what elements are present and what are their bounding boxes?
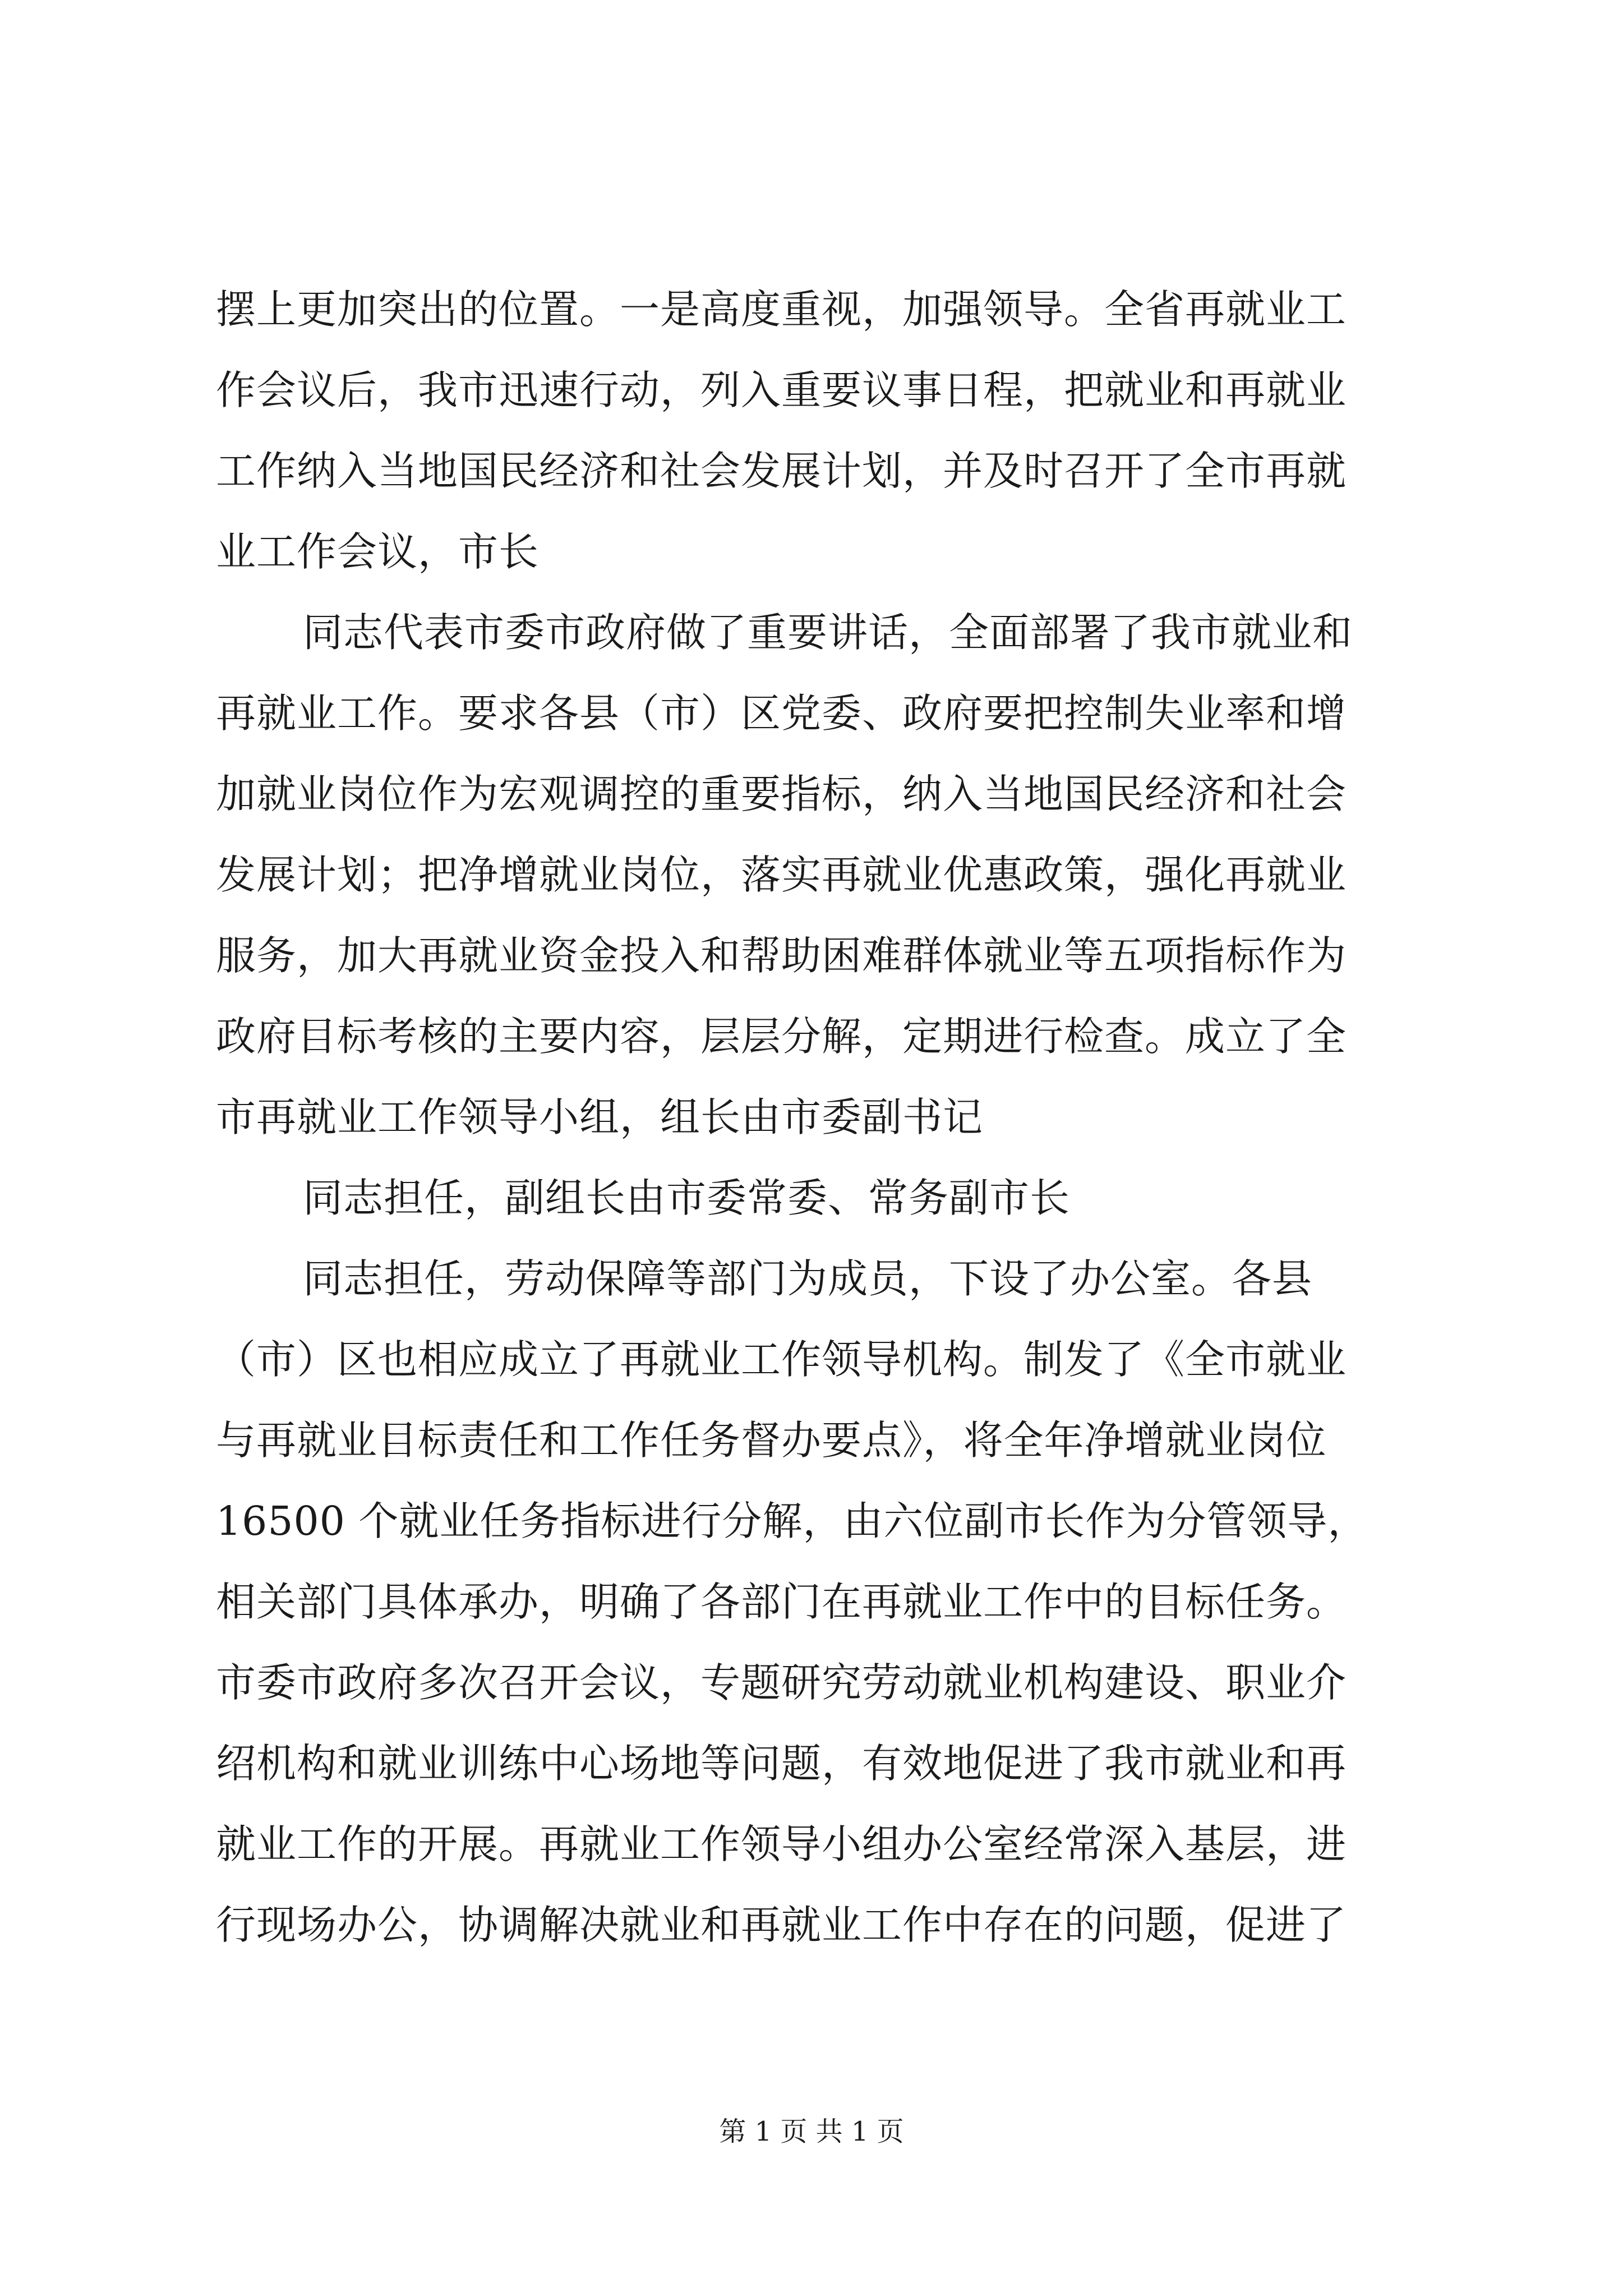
text-line: 16500 个就业任务指标进行分解，由六位副市长作为分管领导， — [216, 1498, 1368, 1544]
text-line: 政府目标考核的主要内容，层层分解，定期进行检查。成立了全 — [216, 1013, 1347, 1060]
text-line: 同志担任，劳动保障等部门为成员，下设了办公室。各县 — [303, 1255, 1313, 1302]
text-line: 业工作会议，市长 — [216, 528, 540, 575]
text-line: 市委市政府多次召开会议，专题研究劳动就业机构建设、职业介 — [216, 1659, 1347, 1706]
text-line: 摆上更加突出的位置。一是高度重视，加强领导。全省再就业工 — [216, 286, 1347, 333]
text-line: 服务，加大再就业资金投入和帮助困难群体就业等五项指标作为 — [216, 932, 1347, 979]
text-line: 行现场办公，协调解决就业和再就业工作中存在的问题，促进了 — [216, 1902, 1347, 1948]
page-footer — [0, 2115, 1623, 2148]
text-line: 市再就业工作领导小组，组长由市委副书记 — [216, 1094, 984, 1140]
text-line: 作会议后，我市迅速行动，列入重要议事日程，把就业和再就业 — [216, 367, 1347, 413]
text-line: （市）区也相应成立了再就业工作领导机构。制发了《全市就业 — [216, 1336, 1347, 1383]
text-line: 同志担任，副组长由市委常委、常务副市长 — [303, 1175, 1071, 1221]
text-line: 就业工作的开展。再就业工作领导小组办公室经常深入基层，进 — [216, 1821, 1347, 1867]
text-line: 与再就业目标责任和工作任务督办要点》，将全年净增就业岗位 — [216, 1417, 1327, 1464]
text-line: 加就业岗位作为宏观调控的重要指标，纳入当地国民经济和社会 — [216, 771, 1347, 817]
document-body — [216, 269, 1410, 1966]
text-line: 工作纳入当地国民经济和社会发展计划，并及时召开了全市再就 — [216, 448, 1347, 494]
text-line: 同志代表市委市政府做了重要讲话，全面部署了我市就业和 — [303, 609, 1353, 656]
text-line: 绍机构和就业训练中心场地等问题，有效地促进了我市就业和再 — [216, 1740, 1347, 1787]
page-number-label: 第 1 页 共 1 页 — [719, 2116, 904, 2147]
text-line: 相关部门具体承办，明确了各部门在再就业工作中的目标任务。 — [216, 1579, 1347, 1625]
text-line: 再就业工作。要求各县（市）区党委、政府要把控制失业率和增 — [216, 690, 1347, 737]
text-line: 发展计划；把净增就业岗位，落实再就业优惠政策，强化再就业 — [216, 852, 1347, 898]
